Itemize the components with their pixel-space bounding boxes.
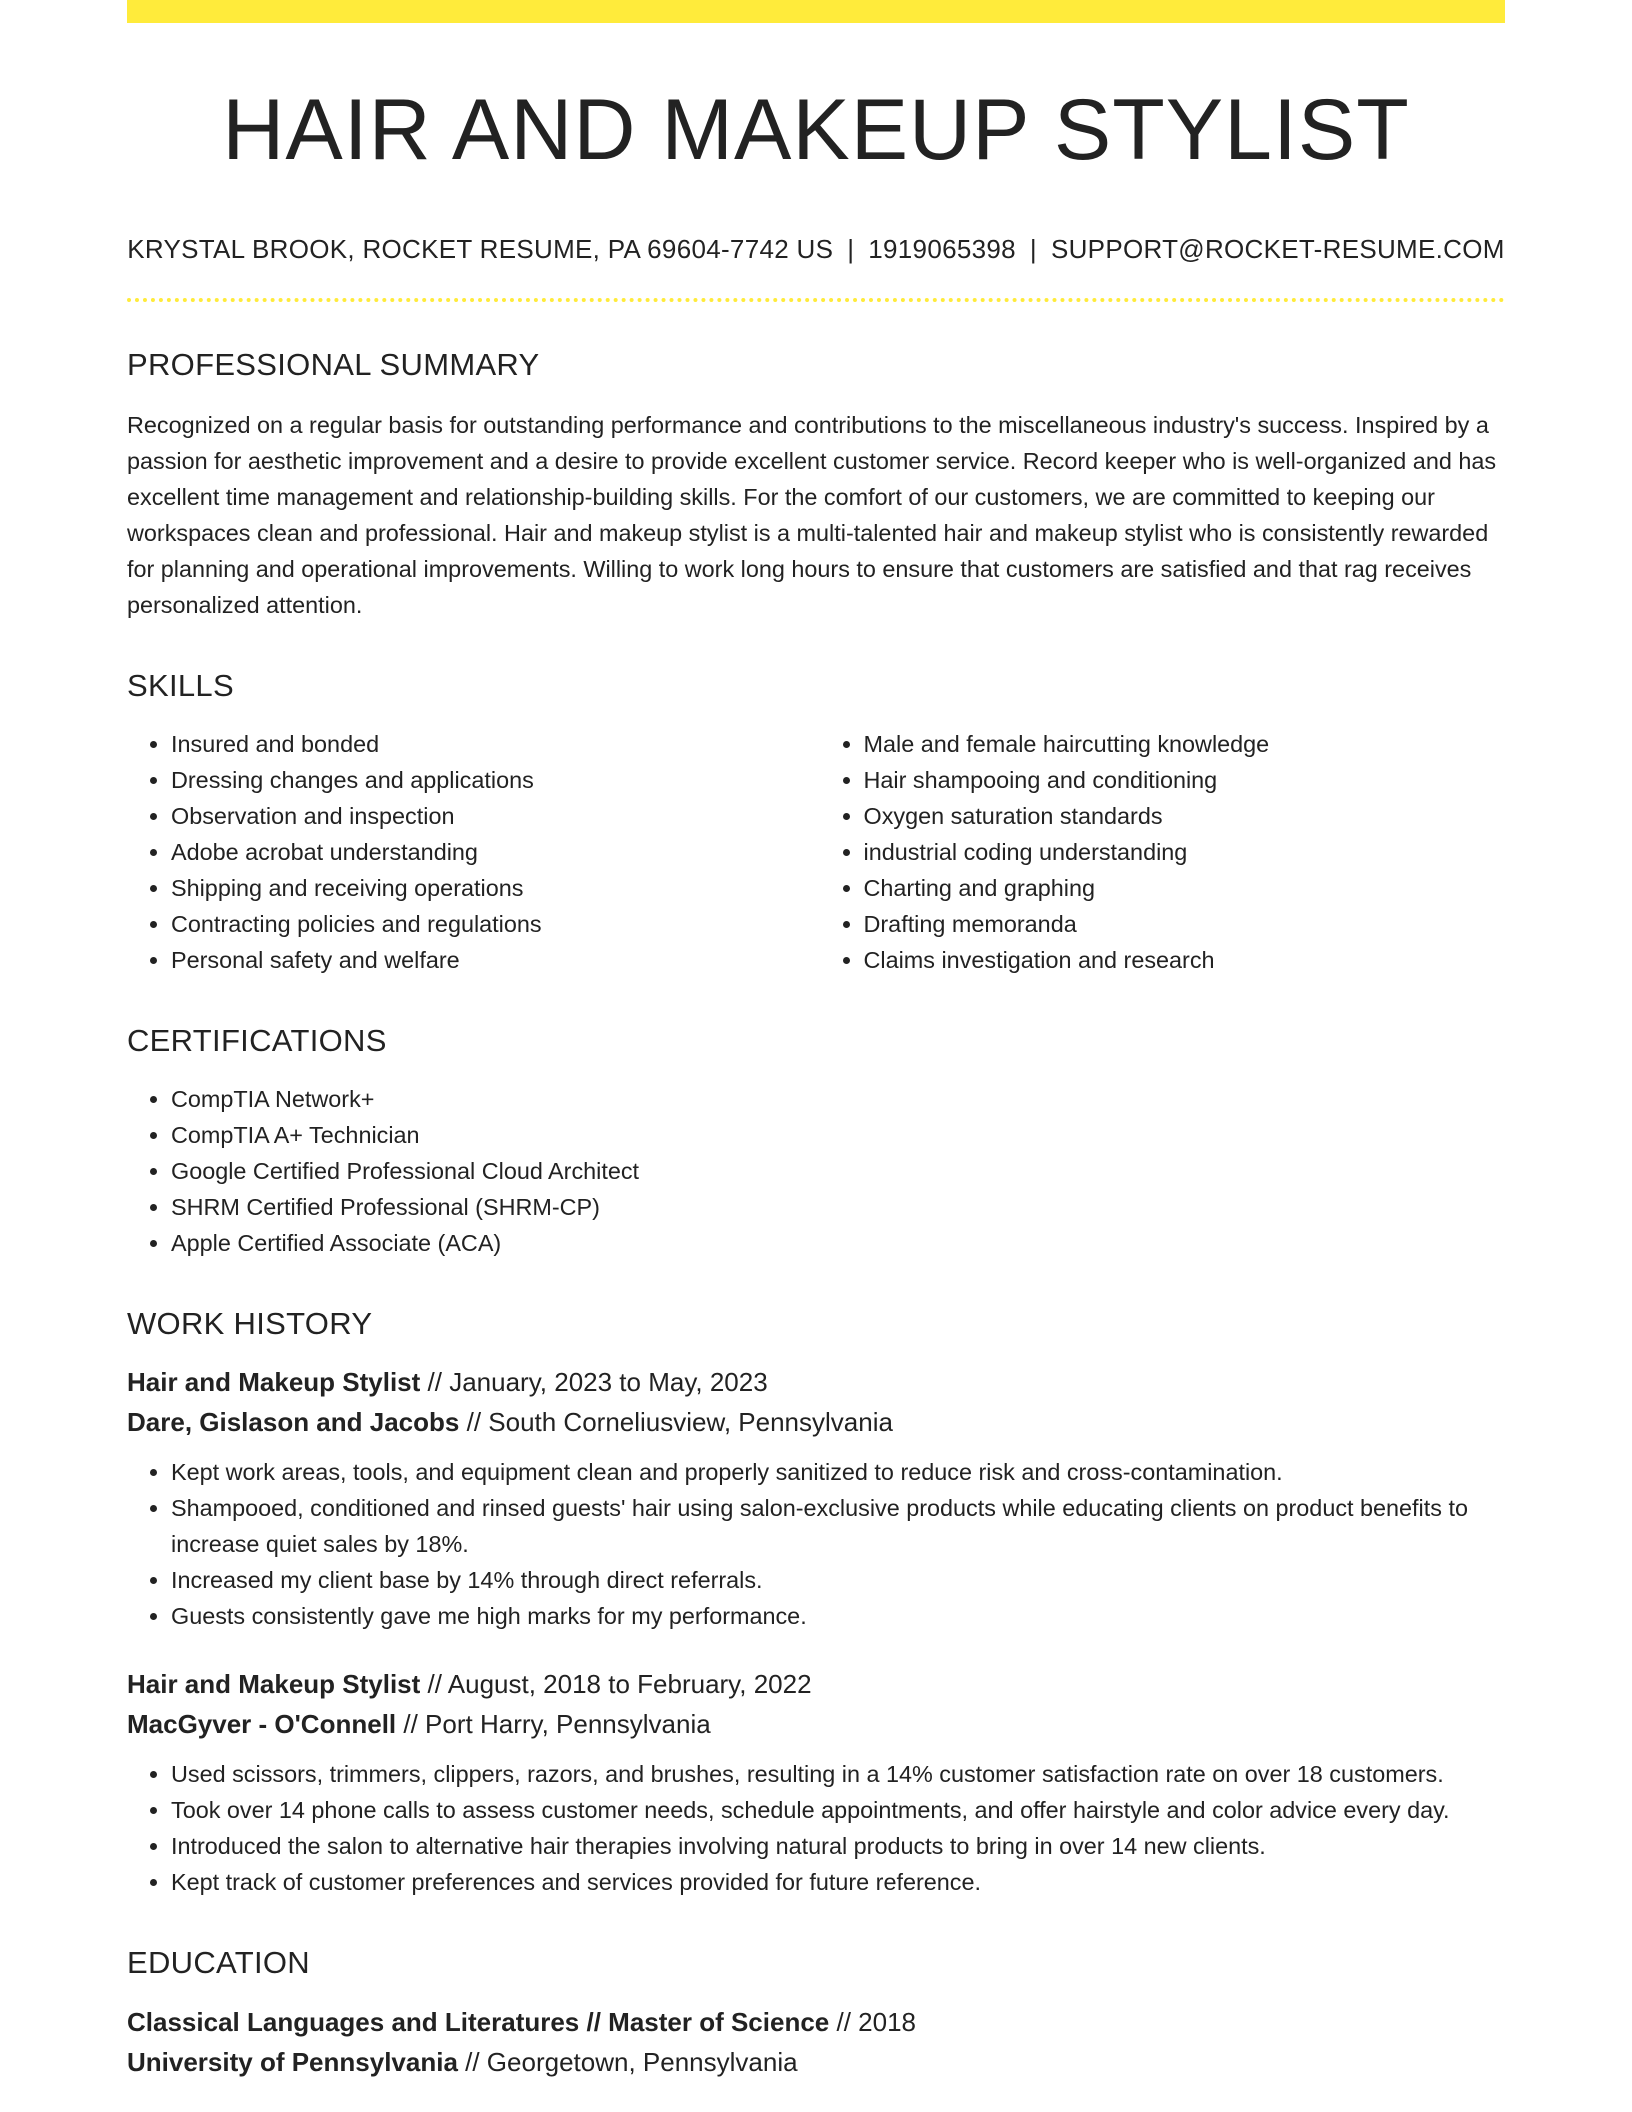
job-bullet: • Increased my client base by 14% through direct referrals. bbox=[171, 1562, 1505, 1598]
skill-item: • Drafting memoranda bbox=[864, 906, 1506, 942]
job-location: // South Corneliusview, Pennsylvania bbox=[466, 1407, 893, 1438]
accent-top-bar bbox=[127, 0, 1505, 23]
job-company-line bbox=[127, 1704, 1505, 1744]
skill-item: • Dressing changes and applications bbox=[171, 762, 813, 798]
job-title: Hair and Makeup Stylist bbox=[127, 1367, 421, 1398]
skills-columns bbox=[127, 726, 1505, 978]
certifications-list bbox=[127, 1081, 1505, 1261]
contact-email: SUPPORT@ROCKET-RESUME.COM bbox=[1050, 233, 1505, 264]
education-heading: EDUCATION bbox=[127, 1945, 310, 1981]
skill-item: • Observation and inspection bbox=[171, 798, 813, 834]
education-degree-line bbox=[127, 2002, 1505, 2042]
skill-item: • Charting and graphing bbox=[864, 870, 1506, 906]
job-bullet-list bbox=[127, 1756, 1505, 1900]
skill-item: • Male and female haircutting knowledge bbox=[864, 726, 1506, 762]
job-bullet: • Took over 14 phone calls to assess customer needs, schedule appointments, and offer hairstyle and color advice every day. bbox=[171, 1792, 1505, 1828]
certification-item: • CompTIA Network+ bbox=[171, 1081, 1505, 1117]
job-title-line bbox=[127, 1362, 1505, 1402]
work-history-heading: WORK HISTORY bbox=[127, 1306, 373, 1342]
job-bullet: • Guests consistently gave me high marks for my performance. bbox=[171, 1598, 1505, 1634]
skill-item: • Personal safety and welfare bbox=[171, 942, 813, 978]
skills-heading: SKILLS bbox=[127, 667, 234, 703]
resume-page bbox=[127, 0, 1505, 2082]
job-bullet: • Shampooed, conditioned and rinsed guests' hair using salon-exclusive products while educating clients on product benefits to increase quiet sales by 18%. bbox=[171, 1490, 1505, 1562]
resume-title: HAIR AND MAKEUP STYLIST bbox=[222, 82, 1410, 178]
contact-separator: | bbox=[847, 233, 855, 264]
certifications-heading: CERTIFICATIONS bbox=[127, 1022, 387, 1058]
certification-item: • Apple Certified Associate (ACA) bbox=[171, 1225, 1505, 1261]
job-company: MacGyver - O'Connell bbox=[127, 1709, 397, 1740]
job-bullet: • Kept track of customer preferences and services provided for future reference. bbox=[171, 1864, 1505, 1900]
job-bullet: • Used scissors, trimmers, clippers, razors, and brushes, resulting in a 14% customer satisfaction rate on over 18 customers. bbox=[171, 1756, 1505, 1792]
summary-heading: PROFESSIONAL SUMMARY bbox=[127, 346, 540, 382]
certification-item: • SHRM Certified Professional (SHRM-CP) bbox=[171, 1189, 1505, 1225]
job-dates: // January, 2023 to May, 2023 bbox=[427, 1367, 768, 1398]
education-school: University of Pennsylvania bbox=[127, 2046, 458, 2077]
certification-item: • CompTIA A+ Technician bbox=[171, 1117, 1505, 1153]
skill-item: • Oxygen saturation standards bbox=[864, 798, 1506, 834]
contact-address: KRYSTAL BROOK, ROCKET RESUME, PA 69604-7742 US bbox=[127, 233, 834, 264]
contact-line bbox=[127, 234, 1505, 265]
job-bullet-list bbox=[127, 1454, 1505, 1634]
skill-item: • Claims investigation and research bbox=[864, 942, 1506, 978]
contact-separator: | bbox=[1029, 233, 1037, 264]
education-school-line bbox=[127, 2042, 1505, 2082]
job-bullet: • Introduced the salon to alternative hair therapies involving natural products to bring in over 14 new clients. bbox=[171, 1828, 1505, 1864]
job-title-line bbox=[127, 1664, 1505, 1704]
job-company: Dare, Gislason and Jacobs bbox=[127, 1407, 460, 1438]
job-title: Hair and Makeup Stylist bbox=[127, 1669, 421, 1700]
skill-item: • Insured and bonded bbox=[171, 726, 813, 762]
job-location: // Port Harry, Pennsylvania bbox=[403, 1709, 711, 1740]
education-location: // Georgetown, Pennsylvania bbox=[465, 2046, 798, 2077]
dotted-divider bbox=[127, 298, 1505, 302]
skill-item: • Adobe acrobat understanding bbox=[171, 834, 813, 870]
job-company-line bbox=[127, 1402, 1505, 1442]
skill-item: • Hair shampooing and conditioning bbox=[864, 762, 1506, 798]
skill-item: • Shipping and receiving operations bbox=[171, 870, 813, 906]
skill-item: • Contracting policies and regulations bbox=[171, 906, 813, 942]
job-bullet: • Kept work areas, tools, and equipment clean and properly sanitized to reduce risk and cross-contamination. bbox=[171, 1454, 1505, 1490]
contact-phone: 1919065398 bbox=[868, 233, 1016, 264]
education-degree: Classical Languages and Literatures // Master of Science bbox=[127, 2006, 830, 2037]
skills-list-left bbox=[127, 726, 813, 978]
summary-text: Recognized on a regular basis for outstanding performance and contributions to the miscellaneous industry's success. Inspired by a passion for aesthetic improvement and a desire to provide excellent customer service. Record keeper who is well-organized and has excellent time management and relationship-building skills. For the comfort of our customers, we are committed to keeping our workspaces clean and professional. Hair and makeup stylist is a multi-talented hair and makeup stylist who is consistently rewarded for planning and operational improvements. Willing to work long hours to ensure that customers are satisfied and that rag receives personalized attention. bbox=[127, 411, 1497, 618]
skills-list-right bbox=[813, 726, 1506, 978]
skill-item: • industrial coding understanding bbox=[864, 834, 1506, 870]
certification-item: • Google Certified Professional Cloud Architect bbox=[171, 1153, 1505, 1189]
education-year: // 2018 bbox=[836, 2006, 917, 2037]
job-dates: // August, 2018 to February, 2022 bbox=[427, 1669, 812, 1700]
